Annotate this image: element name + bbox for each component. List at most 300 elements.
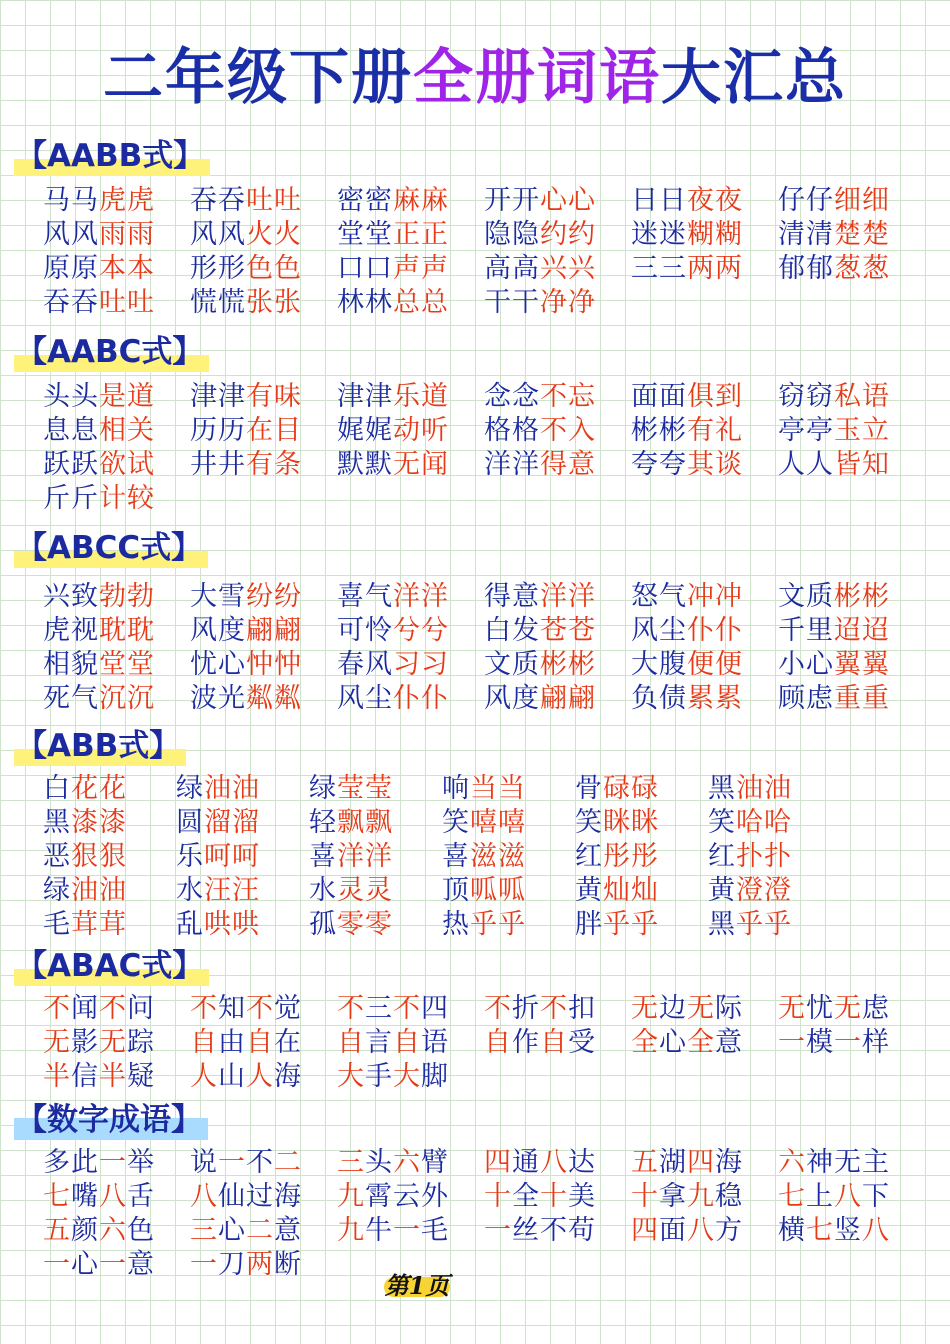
word-plain-part: 下	[862, 1181, 890, 1212]
word-item	[190, 1180, 337, 1214]
word-plain-part: 日日	[631, 185, 687, 216]
word-plain-part: 息息	[43, 415, 99, 446]
word-item	[43, 218, 190, 252]
word-highlight-part: 欲试	[99, 449, 155, 480]
word-highlight-part: 皆知	[834, 449, 890, 480]
word-item	[708, 772, 841, 806]
word-plain-part: 毛	[421, 1215, 449, 1246]
word-plain-part: 颜	[71, 1215, 99, 1246]
word-plain-part: 小心	[778, 649, 834, 680]
title-part-2: 全册词语	[413, 43, 661, 113]
word-plain-part: 顾虑	[778, 683, 834, 714]
word-highlight-part: 自	[393, 1027, 421, 1058]
word-plain-part: 文质	[484, 649, 540, 680]
word-plain-part: 竖	[834, 1215, 862, 1246]
word-highlight-part: 六	[778, 1147, 806, 1178]
word-highlight-part: 一	[834, 1027, 862, 1058]
word-item	[337, 448, 484, 482]
word-item	[442, 908, 575, 942]
word-plain-part: 负债	[631, 683, 687, 714]
word-item	[484, 580, 631, 614]
word-plain-part: 影	[71, 1027, 99, 1058]
word-plain-part: 横	[778, 1215, 806, 1246]
word-highlight-part: 仆仆	[687, 615, 743, 646]
word-plain-part: 喜	[442, 841, 470, 872]
word-plain-part: 郁郁	[778, 253, 834, 284]
word-item	[778, 380, 925, 414]
section-heading: 【ABAC式】	[14, 946, 209, 986]
word-item	[43, 414, 190, 448]
word-highlight-part: 粼粼	[246, 683, 302, 714]
word-plain-part: 面	[659, 1215, 687, 1246]
word-item	[190, 1146, 337, 1180]
word-highlight-part: 不入	[540, 415, 596, 446]
word-item	[43, 1060, 190, 1094]
word-plain-part: 臂	[421, 1147, 449, 1178]
word-item	[484, 1146, 631, 1180]
word-highlight-part: 二	[246, 1215, 274, 1246]
word-item	[190, 252, 337, 286]
word-highlight-part: 相关	[99, 415, 155, 446]
word-plain-part: 全	[512, 1181, 540, 1212]
word-row	[43, 1026, 925, 1060]
word-highlight-part: 一	[484, 1215, 512, 1246]
word-row	[43, 648, 925, 682]
word-item	[778, 614, 925, 648]
word-item	[631, 414, 778, 448]
word-plain-part: 圆	[176, 807, 204, 838]
word-item	[484, 286, 631, 320]
word-item	[575, 806, 708, 840]
word-plain-part: 恶	[43, 841, 71, 872]
word-item	[708, 840, 841, 874]
word-highlight-part: 乐道	[393, 381, 449, 412]
word-plain-part: 绿	[43, 875, 71, 906]
word-highlight-part: 俱到	[687, 381, 743, 412]
word-highlight-part: 仆仆	[393, 683, 449, 714]
word-plain-part: 四	[421, 993, 449, 1024]
word-item	[631, 448, 778, 482]
word-plain-part: 兴致	[43, 581, 99, 612]
word-highlight-part: 吐吐	[246, 185, 302, 216]
word-plain-part: 绿	[176, 773, 204, 804]
word-item	[484, 614, 631, 648]
word-item	[337, 252, 484, 286]
word-item	[190, 448, 337, 482]
word-highlight-part: 汪汪	[204, 875, 260, 906]
word-highlight-part: 洋洋	[393, 581, 449, 612]
word-plain-part: 千里	[778, 615, 834, 646]
word-plain-part: 绿	[309, 773, 337, 804]
word-plain-part: 扣	[568, 993, 596, 1024]
word-highlight-part: 有礼	[687, 415, 743, 446]
word-row	[43, 448, 925, 482]
word-plain-part: 色	[127, 1215, 155, 1246]
word-row	[43, 380, 925, 414]
word-item	[43, 614, 190, 648]
word-plain-part: 知	[218, 993, 246, 1024]
word-plain-part: 海	[715, 1147, 743, 1178]
word-item	[631, 184, 778, 218]
word-highlight-part: 堂堂	[99, 649, 155, 680]
section-heading: 【ABCC式】	[14, 528, 208, 568]
word-highlight-part: 无	[99, 1027, 127, 1058]
word-plain-part: 斤斤	[43, 483, 99, 514]
word-highlight-part: 雨雨	[99, 219, 155, 250]
word-highlight-part: 六	[393, 1147, 421, 1178]
word-highlight-part: 一	[190, 1249, 218, 1280]
word-highlight-part: 碌碌	[603, 773, 659, 804]
word-plain-part: 风尘	[337, 683, 393, 714]
word-highlight-part: 八	[190, 1181, 218, 1212]
word-item	[778, 992, 925, 1026]
word-highlight-part: 吐吐	[99, 287, 155, 318]
word-plain-part: 喜气	[337, 581, 393, 612]
word-item	[631, 380, 778, 414]
word-highlight-part: 自	[337, 1027, 365, 1058]
word-item	[484, 1214, 631, 1248]
word-row	[43, 682, 925, 716]
word-item	[190, 414, 337, 448]
word-plain-part: 头	[365, 1147, 393, 1178]
word-highlight-part: 玉立	[834, 415, 890, 446]
word-plain-part: 黄	[575, 875, 603, 906]
word-item	[484, 380, 631, 414]
word-plain-part: 边	[659, 993, 687, 1024]
word-highlight-part: 澄澄	[736, 875, 792, 906]
word-row	[43, 874, 841, 908]
word-plain-part: 模	[806, 1027, 834, 1058]
word-highlight-part: 耽耽	[99, 615, 155, 646]
word-item	[43, 1146, 190, 1180]
word-highlight-part: 一	[393, 1215, 421, 1246]
page-number-badge	[380, 1269, 454, 1303]
word-highlight-part: 彤彤	[603, 841, 659, 872]
word-item	[631, 1214, 778, 1248]
word-highlight-part: 兮兮	[393, 615, 449, 646]
word-plain-part: 开开	[484, 185, 540, 216]
word-plain-part: 红	[575, 841, 603, 872]
word-highlight-part: 五	[631, 1147, 659, 1178]
word-plain-part: 黑	[708, 909, 736, 940]
word-highlight-part: 哄哄	[204, 909, 260, 940]
word-plain-part: 仙过海	[218, 1181, 302, 1212]
word-plain-part: 举	[127, 1147, 155, 1178]
word-row	[43, 286, 631, 320]
word-plain-part: 样	[862, 1027, 890, 1058]
word-plain-part: 刀	[218, 1249, 246, 1280]
word-plain-part: 湖	[659, 1147, 687, 1178]
word-highlight-part: 十	[484, 1181, 512, 1212]
word-plain-part: 闻	[71, 993, 99, 1024]
word-item	[442, 772, 575, 806]
word-plain-part: 黄	[708, 875, 736, 906]
word-highlight-part: 四	[687, 1147, 715, 1178]
word-plain-part: 笑	[442, 807, 470, 838]
word-highlight-part: 七	[778, 1181, 806, 1212]
word-highlight-part: 飘飘	[337, 807, 393, 838]
word-item	[337, 1060, 484, 1094]
word-highlight-part: 勃勃	[99, 581, 155, 612]
word-highlight-part: 三	[190, 1215, 218, 1246]
word-plain-part: 疑	[127, 1061, 155, 1092]
word-plain-part: 不	[246, 1147, 274, 1178]
word-highlight-part: 三	[337, 1147, 365, 1178]
word-highlight-part: 不	[393, 993, 421, 1024]
word-item	[43, 252, 190, 286]
word-highlight-part: 计较	[99, 483, 155, 514]
word-highlight-part: 八	[99, 1181, 127, 1212]
word-plain-part: 上	[806, 1181, 834, 1212]
word-row	[43, 614, 925, 648]
word-item	[43, 1214, 190, 1248]
word-highlight-part: 八	[540, 1147, 568, 1178]
word-plain-part: 春风	[337, 649, 393, 680]
word-highlight-part: 翩翩	[540, 683, 596, 714]
word-item	[309, 874, 442, 908]
word-highlight-part: 不	[43, 993, 71, 1024]
word-highlight-part: 五	[43, 1215, 71, 1246]
word-item	[631, 1180, 778, 1214]
word-plain-part: 干干	[484, 287, 540, 318]
word-plain-part: 笑	[575, 807, 603, 838]
word-highlight-part: 乎乎	[736, 909, 792, 940]
word-highlight-part: 翩翩	[246, 615, 302, 646]
word-item	[337, 648, 484, 682]
word-item	[190, 682, 337, 716]
word-plain-part: 亭亭	[778, 415, 834, 446]
word-highlight-part: 滋滋	[470, 841, 526, 872]
word-plain-part: 拿	[659, 1181, 687, 1212]
word-plain-part: 稳	[715, 1181, 743, 1212]
word-highlight-part: 眯眯	[603, 807, 659, 838]
word-highlight-part: 苍苍	[540, 615, 596, 646]
word-plain-part: 波光	[190, 683, 246, 714]
word-highlight-part: 八	[862, 1215, 890, 1246]
word-item	[778, 1214, 925, 1248]
word-plain-part: 念念	[484, 381, 540, 412]
word-row	[43, 772, 841, 806]
section-heading: 【AABB式】	[14, 136, 210, 176]
word-plain-part: 虎视	[43, 615, 99, 646]
word-highlight-part: 葱葱	[834, 253, 890, 284]
word-highlight-part: 无	[834, 993, 862, 1024]
word-highlight-part: 动听	[393, 415, 449, 446]
word-highlight-part: 不	[337, 993, 365, 1024]
word-row	[43, 184, 925, 218]
word-item	[43, 448, 190, 482]
page-title	[0, 38, 950, 118]
word-item	[190, 1060, 337, 1094]
word-highlight-part: 八	[834, 1181, 862, 1212]
word-plain-part: 红	[708, 841, 736, 872]
word-plain-part: 方	[715, 1215, 743, 1246]
word-item	[337, 580, 484, 614]
word-item	[337, 682, 484, 716]
word-highlight-part: 六	[99, 1215, 127, 1246]
word-row	[43, 414, 925, 448]
word-plain-part: 窃窃	[778, 381, 834, 412]
word-highlight-part: 嘻嘻	[470, 807, 526, 838]
word-plain-part: 信	[71, 1061, 99, 1092]
word-highlight-part: 一	[99, 1249, 127, 1280]
word-plain-part: 笑	[708, 807, 736, 838]
word-highlight-part: 九	[687, 1181, 715, 1212]
word-item	[176, 874, 309, 908]
word-item	[778, 184, 925, 218]
section-heading: 【ABB式】	[14, 726, 186, 766]
word-plain-part: 神无主	[806, 1147, 890, 1178]
word-highlight-part: 无	[43, 1027, 71, 1058]
word-plain-part: 文质	[778, 581, 834, 612]
word-item	[43, 648, 190, 682]
word-item	[43, 992, 190, 1026]
word-plain-part: 头头	[43, 381, 99, 412]
word-plain-part: 乐	[176, 841, 204, 872]
word-item	[708, 908, 841, 942]
word-item	[778, 682, 925, 716]
word-item	[484, 252, 631, 286]
word-plain-part: 受	[568, 1027, 596, 1058]
word-highlight-part: 十	[540, 1181, 568, 1212]
word-item	[631, 648, 778, 682]
word-plain-part: 三	[365, 993, 393, 1024]
word-highlight-part: 重重	[834, 683, 890, 714]
word-row	[43, 908, 841, 942]
word-plain-part: 怒气	[631, 581, 687, 612]
word-item	[631, 1026, 778, 1060]
word-plain-part: 虑	[862, 993, 890, 1024]
word-highlight-part: 无	[631, 993, 659, 1024]
word-highlight-part: 一	[99, 1147, 127, 1178]
word-item	[778, 580, 925, 614]
word-item	[484, 992, 631, 1026]
word-highlight-part: 冲冲	[687, 581, 743, 612]
word-plain-part: 吞吞	[190, 185, 246, 216]
word-highlight-part: 九	[337, 1215, 365, 1246]
word-plain-part: 语	[421, 1027, 449, 1058]
word-plain-part: 清清	[778, 219, 834, 250]
word-item	[337, 614, 484, 648]
word-plain-part: 骨	[575, 773, 603, 804]
word-item	[484, 1026, 631, 1060]
word-item	[190, 992, 337, 1026]
word-plain-part: 风风	[190, 219, 246, 250]
word-highlight-part: 油油	[71, 875, 127, 906]
word-item	[631, 218, 778, 252]
word-item	[43, 1026, 190, 1060]
word-plain-part: 轻	[309, 807, 337, 838]
word-highlight-part: 麻麻	[393, 185, 449, 216]
word-highlight-part: 沉沉	[99, 683, 155, 714]
word-item	[575, 874, 708, 908]
word-plain-part: 美	[568, 1181, 596, 1212]
word-highlight-part: 狠狠	[71, 841, 127, 872]
word-highlight-part: 大	[337, 1061, 365, 1092]
word-item	[631, 252, 778, 286]
word-highlight-part: 私语	[834, 381, 890, 412]
word-item	[631, 614, 778, 648]
word-plain-part: 多此	[43, 1147, 99, 1178]
word-plain-part: 脚	[421, 1061, 449, 1092]
word-row	[43, 252, 925, 286]
word-item	[484, 682, 631, 716]
word-highlight-part: 翼翼	[834, 649, 890, 680]
word-row	[43, 840, 841, 874]
word-highlight-part: 七	[806, 1215, 834, 1246]
word-plain-part: 风度	[484, 683, 540, 714]
word-plain-part: 觉	[274, 993, 302, 1024]
word-plain-part: 慌慌	[190, 287, 246, 318]
word-highlight-part: 习习	[393, 649, 449, 680]
word-item	[43, 682, 190, 716]
word-item	[43, 286, 190, 320]
word-highlight-part: 四	[631, 1215, 659, 1246]
word-highlight-part: 油油	[736, 773, 792, 804]
word-highlight-part: 累累	[687, 683, 743, 714]
word-highlight-part: 呵呵	[204, 841, 260, 872]
word-highlight-part: 兴兴	[540, 253, 596, 284]
word-item	[337, 218, 484, 252]
word-item	[778, 414, 925, 448]
word-item	[43, 380, 190, 414]
word-plain-part: 乱	[176, 909, 204, 940]
word-highlight-part: 全	[687, 1027, 715, 1058]
word-plain-part: 嘴	[71, 1181, 99, 1212]
word-item	[190, 286, 337, 320]
word-plain-part: 津津	[190, 381, 246, 412]
word-plain-part: 毛	[43, 909, 71, 940]
word-item	[43, 1248, 190, 1282]
word-item	[190, 648, 337, 682]
word-highlight-part: 半	[43, 1061, 71, 1092]
word-plain-part: 原原	[43, 253, 99, 284]
word-highlight-part: 色色	[246, 253, 302, 284]
word-item	[631, 992, 778, 1026]
word-item	[631, 580, 778, 614]
word-item	[176, 908, 309, 942]
word-plain-part: 人人	[778, 449, 834, 480]
word-item	[176, 840, 309, 874]
word-plain-part: 心	[659, 1027, 687, 1058]
word-plain-part: 彬彬	[631, 415, 687, 446]
word-highlight-part: 彬彬	[834, 581, 890, 612]
word-item	[575, 840, 708, 874]
word-highlight-part: 茸茸	[71, 909, 127, 940]
word-plain-part: 热	[442, 909, 470, 940]
word-item	[708, 806, 841, 840]
word-plain-part: 风尘	[631, 615, 687, 646]
word-highlight-part: 半	[99, 1061, 127, 1092]
word-item	[190, 614, 337, 648]
word-plain-part: 形形	[190, 253, 246, 284]
word-plain-part: 夸夸	[631, 449, 687, 480]
word-highlight-part: 约约	[540, 219, 596, 250]
word-plain-part: 断	[274, 1249, 302, 1280]
word-plain-part: 可怜	[337, 615, 393, 646]
word-highlight-part: 无闻	[393, 449, 449, 480]
word-item	[778, 448, 925, 482]
word-highlight-part: 张张	[246, 287, 302, 318]
word-item	[337, 992, 484, 1026]
word-plain-part: 心	[218, 1215, 246, 1246]
word-plain-part: 风度	[190, 615, 246, 646]
word-row	[43, 1180, 925, 1214]
word-plain-part: 口口	[337, 253, 393, 284]
word-plain-part: 洋洋	[484, 449, 540, 480]
word-item	[190, 184, 337, 218]
word-highlight-part: 油油	[204, 773, 260, 804]
